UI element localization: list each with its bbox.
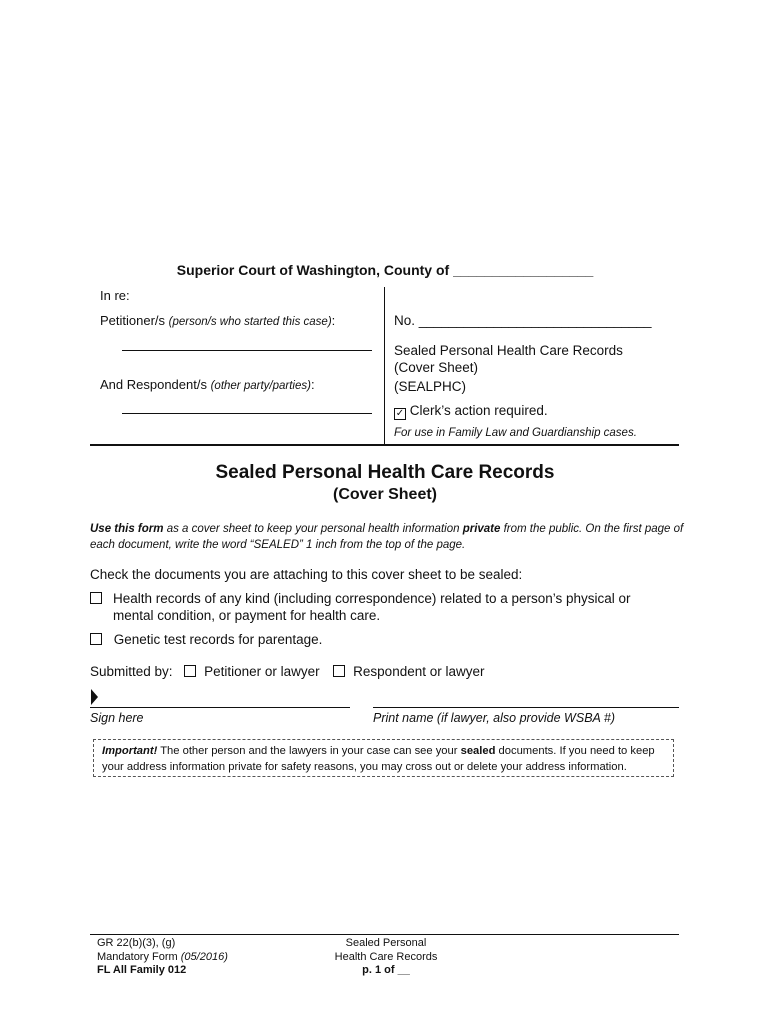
important-text1: The other person and the lawyers in your case can see your xyxy=(157,745,461,757)
petitioner-hint: (person/s who started this case) xyxy=(168,316,332,328)
caption-bottom-rule xyxy=(90,444,679,446)
footer-form-date: (05/2016) xyxy=(180,950,228,963)
health-records-checkbox[interactable] xyxy=(90,592,102,604)
footer-center-line2: Health Care Records xyxy=(334,950,438,963)
footer-center-line1: Sealed Personal xyxy=(345,937,427,949)
intro-lead: Use this form xyxy=(90,523,164,535)
form-subtitle: (Cover Sheet) xyxy=(332,486,438,503)
signature-line[interactable] xyxy=(90,707,350,708)
respondent-lawyer-checkbox[interactable] xyxy=(333,665,345,677)
respondent-name-line[interactable] xyxy=(122,413,372,414)
checklist-item-genetic xyxy=(90,631,322,648)
usage-note: For use in Family Law and Guardianship cases. xyxy=(394,427,637,439)
petitioner-lawyer-label: Petitioner or lawyer xyxy=(204,664,320,679)
intro-emph: private xyxy=(462,523,501,535)
footer-form-id: FL All Family 012 xyxy=(97,964,187,976)
footer-left-block xyxy=(97,937,228,978)
submitted-by-row xyxy=(90,663,485,680)
checklist-item-health-records xyxy=(90,590,102,607)
footer-page-number: p. 1 of __ xyxy=(362,964,410,976)
sign-arrow-icon xyxy=(91,689,98,705)
intro-paragraph xyxy=(90,521,690,553)
submitted-by-label: Submitted by: xyxy=(90,664,173,679)
case-number-field[interactable]: No. _______________________________ xyxy=(394,313,652,328)
form-title: Sealed Personal Health Care Records xyxy=(215,462,555,483)
court-title: Superior Court of Washington, County of __________________ xyxy=(176,262,594,278)
respondent-lawyer-label: Respondent or lawyer xyxy=(353,664,485,679)
health-records-label xyxy=(113,590,631,624)
important-emph: sealed xyxy=(460,745,496,757)
document-code: (SEALPHC) xyxy=(394,379,467,394)
in-re-label: In re: xyxy=(100,288,130,303)
footer-center-block xyxy=(300,937,472,978)
print-name-line[interactable] xyxy=(373,707,679,708)
important-notice xyxy=(93,739,674,777)
document-title-line1: Sealed Personal Health Care Records xyxy=(394,343,623,358)
important-lead: Important! xyxy=(102,745,158,757)
footer-form-type: Mandatory Form xyxy=(97,950,178,963)
intro-text1: as a cover sheet to keep your personal health information xyxy=(163,523,463,535)
respondent-hint: (other party/parties) xyxy=(210,380,311,392)
petitioner-label: Petitioner/s xyxy=(100,313,166,328)
document-title-block xyxy=(394,342,623,376)
important-text2: documents. If you need to keep your address information private for safety reasons, you may cross out or delete your address information. xyxy=(102,745,655,773)
checklist-heading: Check the documents you are attaching to this cover sheet to be sealed: xyxy=(90,567,523,582)
clerk-action-label: Clerk’s action required. xyxy=(409,403,548,418)
clerk-action-row xyxy=(394,403,548,420)
respondent-label-row: And Respondent/s (other party/parties): xyxy=(100,377,315,392)
footer-court-rule: GR 22(b)(3), (g) xyxy=(97,937,176,949)
clerk-action-checked-box: ✓ xyxy=(395,408,405,419)
health-records-line1: Health records of any kind (including correspondence) related to a person’s physical or xyxy=(113,591,631,606)
genetic-records-label: Genetic test records for parentage. xyxy=(113,632,323,647)
intro-text2: from the public. On the first page of each document, write the word “SEALED” 1 inch from the top of the page. xyxy=(90,523,684,551)
petitioner-lawyer-checkbox[interactable] xyxy=(184,665,196,677)
sign-here-label: Sign here xyxy=(90,711,144,725)
document-title-line2: (Cover Sheet) xyxy=(394,360,479,375)
petitioner-name-line[interactable] xyxy=(122,350,372,351)
respondent-label: And Respondent/s xyxy=(100,377,207,392)
health-records-line2: mental condition, or payment for health care. xyxy=(113,608,381,623)
genetic-records-checkbox[interactable] xyxy=(90,633,102,645)
footer-rule xyxy=(90,934,679,935)
caption-divider xyxy=(384,287,385,444)
footer-form-type-row xyxy=(97,951,228,965)
print-name-label: Print name (if lawyer, also provide WSBA #) xyxy=(373,711,615,725)
petitioner-label-row: Petitioner/s (person/s who started this case): xyxy=(100,313,336,328)
